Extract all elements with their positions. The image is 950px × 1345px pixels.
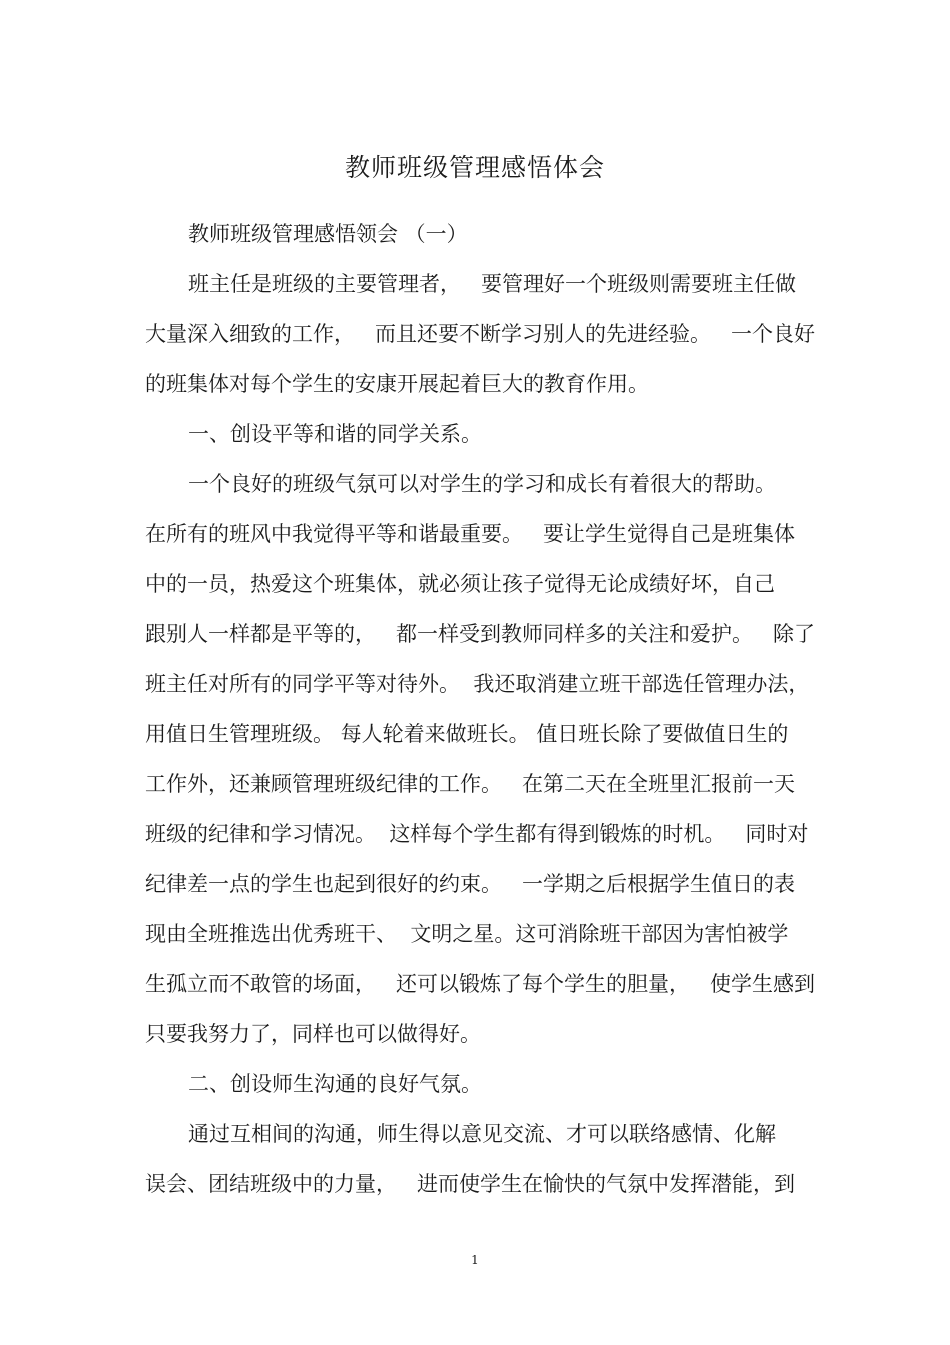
paragraph-line: 班级的纪律和学习情况。 这样每个学生都有得到锻炼的时机。 同时对	[145, 822, 809, 846]
document-title: 教师班级管理感悟体会	[344, 153, 605, 182]
paragraph-line: 通过互相间的沟通，师生得以意见交流、才可以联络感情、化解	[188, 1122, 776, 1146]
paragraph-line: 工作外，还兼顾管理班级纪律的工作。 在第二天在全班里汇报前一天	[145, 772, 796, 796]
paragraph-line: 一个良好的班级气氛可以对学生的学习和成长有着很大的帮助。	[188, 472, 776, 496]
paragraph-line: 班主任对所有的同学平等对待外。 我还取消建立班干部选任管理办法，	[145, 672, 810, 696]
paragraph-line: 跟别人一样都是平等的， 都一样受到教师同样多的关注和爱护。 除了	[145, 622, 816, 646]
paragraph-line: 在所有的班风中我觉得平等和谐最重要。 要让学生觉得自己是班集体	[145, 522, 796, 546]
paragraph-line: 误会、团结班级中的力量， 进而使学生在愉快的气氛中发挥潜能，到	[145, 1172, 796, 1196]
paragraph-line: 生孤立而不敢管的场面， 还可以锻炼了每个学生的胆量， 使学生感到	[145, 972, 816, 996]
section-heading: 一、创设平等和谐的同学关系。	[188, 422, 482, 446]
paragraph-line: 的班集体对每个学生的安康开展起着巨大的教育作用。	[145, 372, 649, 396]
paragraph-line: 中的一员，热爱这个班集体，就必须让孩子觉得无论成绩好坏，自己	[145, 572, 775, 596]
section-heading: 二、创设师生沟通的良好气氛。	[188, 1072, 482, 1096]
paragraph-line: 现由全班推选出优秀班干、 文明之星。这可消除班干部因为害怕被学	[145, 922, 789, 946]
paragraph-line: 大量深入细致的工作， 而且还要不断学习别人的先进经验。 一个良好	[145, 322, 816, 346]
paragraph-line: 只要我努力了，同样也可以做得好。	[145, 1022, 481, 1046]
paragraph-line: 班主任是班级的主要管理者， 要管理好一个班级则需要班主任做	[188, 272, 797, 296]
paragraph-line: 用值日生管理班级。 每人轮着来做班长。 值日班长除了要做值日生的	[145, 722, 789, 746]
subtitle-line: 教师班级管理感悟领会 （一）	[188, 222, 468, 246]
page-number: 1	[471, 1253, 479, 1267]
paragraph-line: 纪律差一点的学生也起到很好的约束。 一学期之后根据学生值日的表	[145, 872, 796, 896]
